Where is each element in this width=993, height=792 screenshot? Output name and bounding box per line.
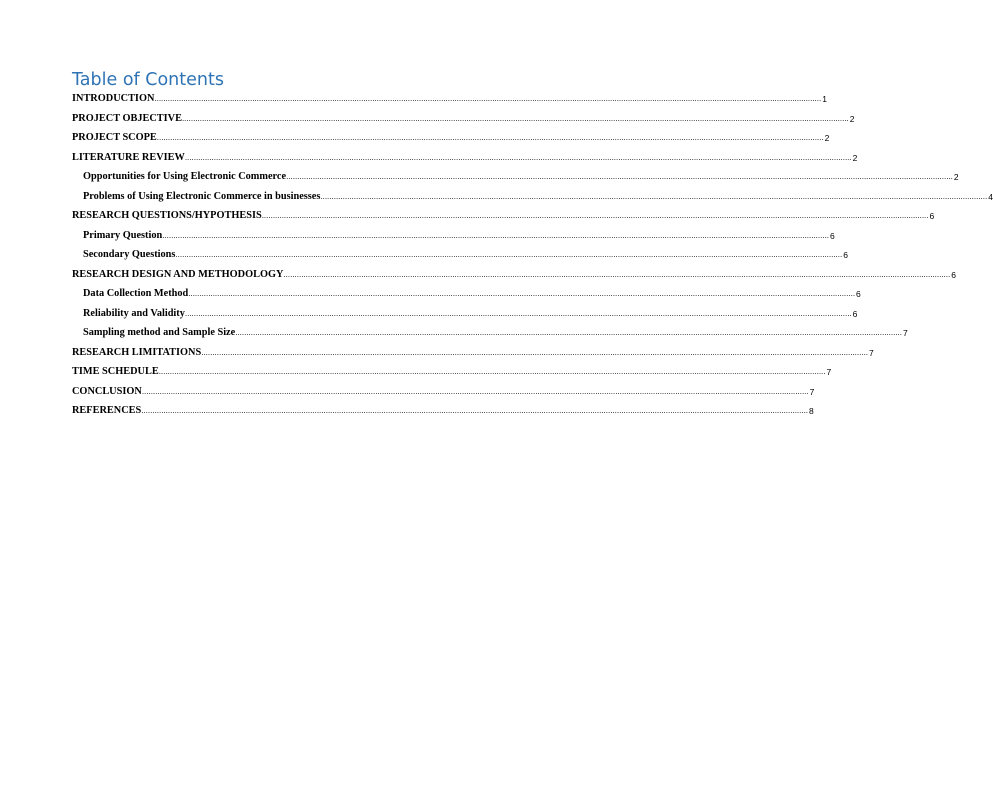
toc-entry-time-schedule[interactable] <box>72 364 832 378</box>
toc-entry-page-number: 6 <box>830 231 835 241</box>
toc-entry-label: LITERATURE REVIEW <box>72 152 185 163</box>
toc-entry-label: RESEARCH DESIGN AND METHODOLOGY <box>72 269 284 280</box>
toc-entry-label: RESEARCH LIMITATIONS <box>72 347 202 358</box>
toc-entry-conclusion[interactable] <box>72 384 815 398</box>
toc-entry-label: Reliability and Validity <box>83 308 185 319</box>
toc-entry-page-number: 8 <box>809 406 814 416</box>
toc-entry-literature-review[interactable] <box>72 150 858 164</box>
dot-leader: ............................................................................................................................................................................................................................................................................................................ <box>235 328 902 337</box>
toc-entry-label: RESEARCH QUESTIONS/HYPOTHESIS <box>72 210 262 221</box>
toc-entry-references[interactable] <box>72 403 814 417</box>
toc-entry-label: Primary Question <box>83 230 163 241</box>
toc-entry-page-number: 6 <box>929 211 935 221</box>
dot-leader: ............................................................................................................................................................................................................................................................................................................ <box>320 192 988 201</box>
dot-leader: ............................................................................................................................................................................................................................................................................................................ <box>156 133 824 142</box>
toc-title: Table of Contents <box>72 70 224 90</box>
toc-entry-page-number: 2 <box>849 114 855 124</box>
toc-entry-primary-question[interactable] <box>83 228 835 242</box>
dot-leader: ............................................................................................................................................................................................................................................................................................................ <box>162 231 830 240</box>
toc-entry-research-limitations[interactable] <box>72 345 874 359</box>
toc-entry-page-number: 2 <box>824 133 830 143</box>
dot-leader: ............................................................................................................................................................................................................................................................................................................ <box>158 367 826 376</box>
dot-leader: ............................................................................................................................................................................................................................................................................................................ <box>283 270 951 279</box>
toc-entry-label: REFERENCES <box>72 405 142 416</box>
toc-entry-data-collection-method[interactable] <box>83 286 861 300</box>
toc-entry-label: Secondary Questions <box>83 249 176 260</box>
toc-entry-page-number: 7 <box>869 348 874 358</box>
dot-leader: ............................................................................................................................................................................................................................................................................................................ <box>181 114 849 123</box>
dot-leader: ............................................................................................................................................................................................................................................................................................................ <box>286 172 953 181</box>
toc-entry-research-questions[interactable] <box>72 208 935 222</box>
toc-entry-page-number: 6 <box>852 309 858 319</box>
toc-entry-page-number: 7 <box>809 387 815 397</box>
toc-entry-label: Problems of Using Electronic Commerce in businesses <box>83 191 321 202</box>
toc-entry-page-number: 6 <box>856 289 861 299</box>
toc-entry-reliability-validity[interactable] <box>83 306 858 320</box>
dot-leader: ............................................................................................................................................................................................................................................................................................................ <box>184 153 852 162</box>
toc-entry-label: CONCLUSION <box>72 386 142 397</box>
toc-entry-page-number: 2 <box>953 172 959 182</box>
toc-entry-label: Sampling method and Sample Size <box>83 327 236 338</box>
toc-entry-label: Data Collection Method <box>83 288 189 299</box>
toc-entry-page-number: 1 <box>822 94 827 104</box>
dot-leader: ............................................................................................................................................................................................................................................................................................................ <box>141 387 809 396</box>
dot-leader: ............................................................................................................................................................................................................................................................................................................ <box>201 348 869 357</box>
toc-entry-secondary-questions[interactable] <box>83 247 848 261</box>
toc-entry-page-number: 7 <box>903 328 908 338</box>
dot-leader: ............................................................................................................................................................................................................................................................................................................ <box>154 94 822 103</box>
toc-entry-project-scope[interactable] <box>72 130 830 144</box>
toc-entry-page-number: 2 <box>852 153 858 163</box>
toc-entry-page-number: 6 <box>843 250 848 260</box>
toc-entry-research-design[interactable] <box>72 267 956 281</box>
toc-entry-page-number: 4 <box>988 192 993 202</box>
dot-leader: ............................................................................................................................................................................................................................................................................................................ <box>261 211 929 220</box>
toc-entry-label: TIME SCHEDULE <box>72 366 159 377</box>
toc-entry-page-number: 7 <box>826 367 832 377</box>
toc-entry-introduction[interactable] <box>72 91 827 105</box>
dot-leader: ............................................................................................................................................................................................................................................................................................................ <box>175 250 843 259</box>
toc-entry-page-number: 6 <box>951 270 956 280</box>
toc-entry-project-objective[interactable] <box>72 111 855 125</box>
dot-leader: ............................................................................................................................................................................................................................................................................................................ <box>188 289 856 298</box>
toc-entry-label: Opportunities for Using Electronic Commerce <box>83 171 287 182</box>
toc-entry-label: PROJECT OBJECTIVE <box>72 113 182 124</box>
toc-entry-problems-electronic-commerce[interactable] <box>83 189 993 203</box>
toc-entry-label: INTRODUCTION <box>72 93 155 104</box>
dot-leader: ............................................................................................................................................................................................................................................................................................................ <box>141 406 809 415</box>
toc-entry-opportunities-electronic-commerce[interactable] <box>83 169 959 183</box>
toc-entry-label: PROJECT SCOPE <box>72 132 157 143</box>
dot-leader: ............................................................................................................................................................................................................................................................................................................ <box>184 309 852 318</box>
toc-entry-sampling-method[interactable] <box>83 325 908 339</box>
